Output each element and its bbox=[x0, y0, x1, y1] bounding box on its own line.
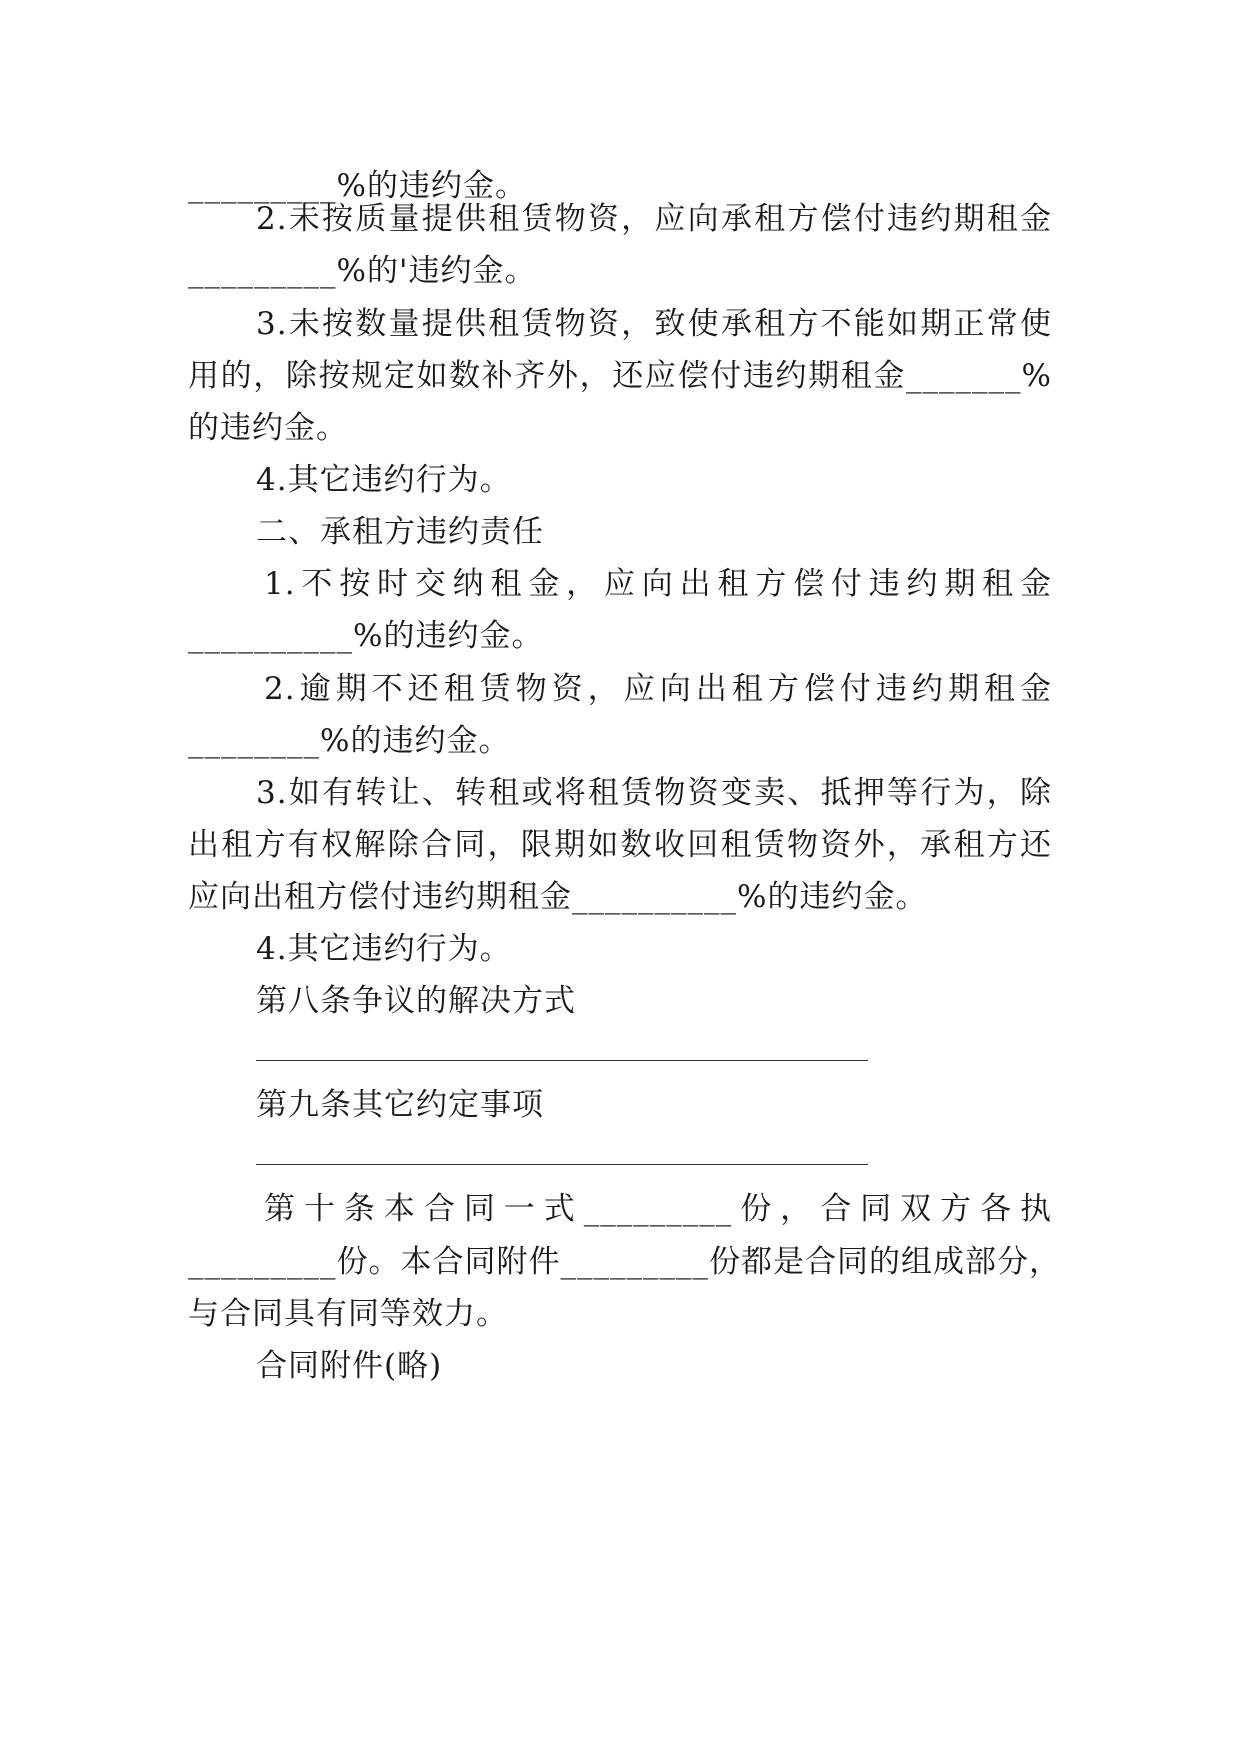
text-line: _________份。本合同附件_________份都是合同的组成部分， bbox=[188, 1244, 1061, 1280]
text-line: 应向出租方偿付违约期租金__________%的违约金。 bbox=[188, 879, 928, 915]
text-line: 4.其它违约行为。 bbox=[256, 931, 512, 967]
text-line: 1.不按时交纳租金，应向出租方偿付违约期租金 bbox=[264, 566, 1052, 602]
article-heading: 第九条其它约定事项 bbox=[256, 1087, 544, 1123]
blank-rule bbox=[256, 1060, 868, 1061]
text-line: _________%的'违约金。 bbox=[188, 253, 537, 289]
text-line: _________%的违约金。 bbox=[188, 168, 527, 204]
text-line: 2.未按质量提供租赁物资，应向承租方偿付违约期租金 bbox=[256, 201, 1052, 237]
section-heading: 二、承租方违约责任 bbox=[256, 514, 544, 550]
text-line: 与合同具有同等效力。 bbox=[188, 1296, 508, 1332]
text-line: ________%的违约金。 bbox=[188, 723, 511, 759]
blank-rule bbox=[256, 1164, 868, 1165]
text-line: 出租方有权解除合同，限期如数收回租赁物资外，承租方还 bbox=[188, 827, 1052, 863]
text-line: __________%的违约金。 bbox=[188, 618, 544, 654]
text-line: 用的，除按规定如数补齐外，还应偿付违约期租金_______% bbox=[188, 358, 1052, 394]
text-line: 3.如有转让、转租或将租赁物资变卖、抵押等行为，除 bbox=[256, 775, 1052, 811]
text-line: 3.未按数量提供租赁物资，致使承租方不能如期正常使 bbox=[256, 306, 1052, 342]
article-heading: 第八条争议的解决方式 bbox=[256, 983, 576, 1019]
text-line: 2.逾期不还租赁物资，应向出租方偿付违约期租金 bbox=[264, 671, 1052, 707]
text-line: 4.其它违约行为。 bbox=[256, 462, 512, 498]
text-line: 第十条本合同一式_________份，合同双方各执 bbox=[264, 1191, 1052, 1227]
attachment-note: 合同附件(略) bbox=[256, 1348, 443, 1384]
text-line: 的违约金。 bbox=[188, 410, 348, 446]
